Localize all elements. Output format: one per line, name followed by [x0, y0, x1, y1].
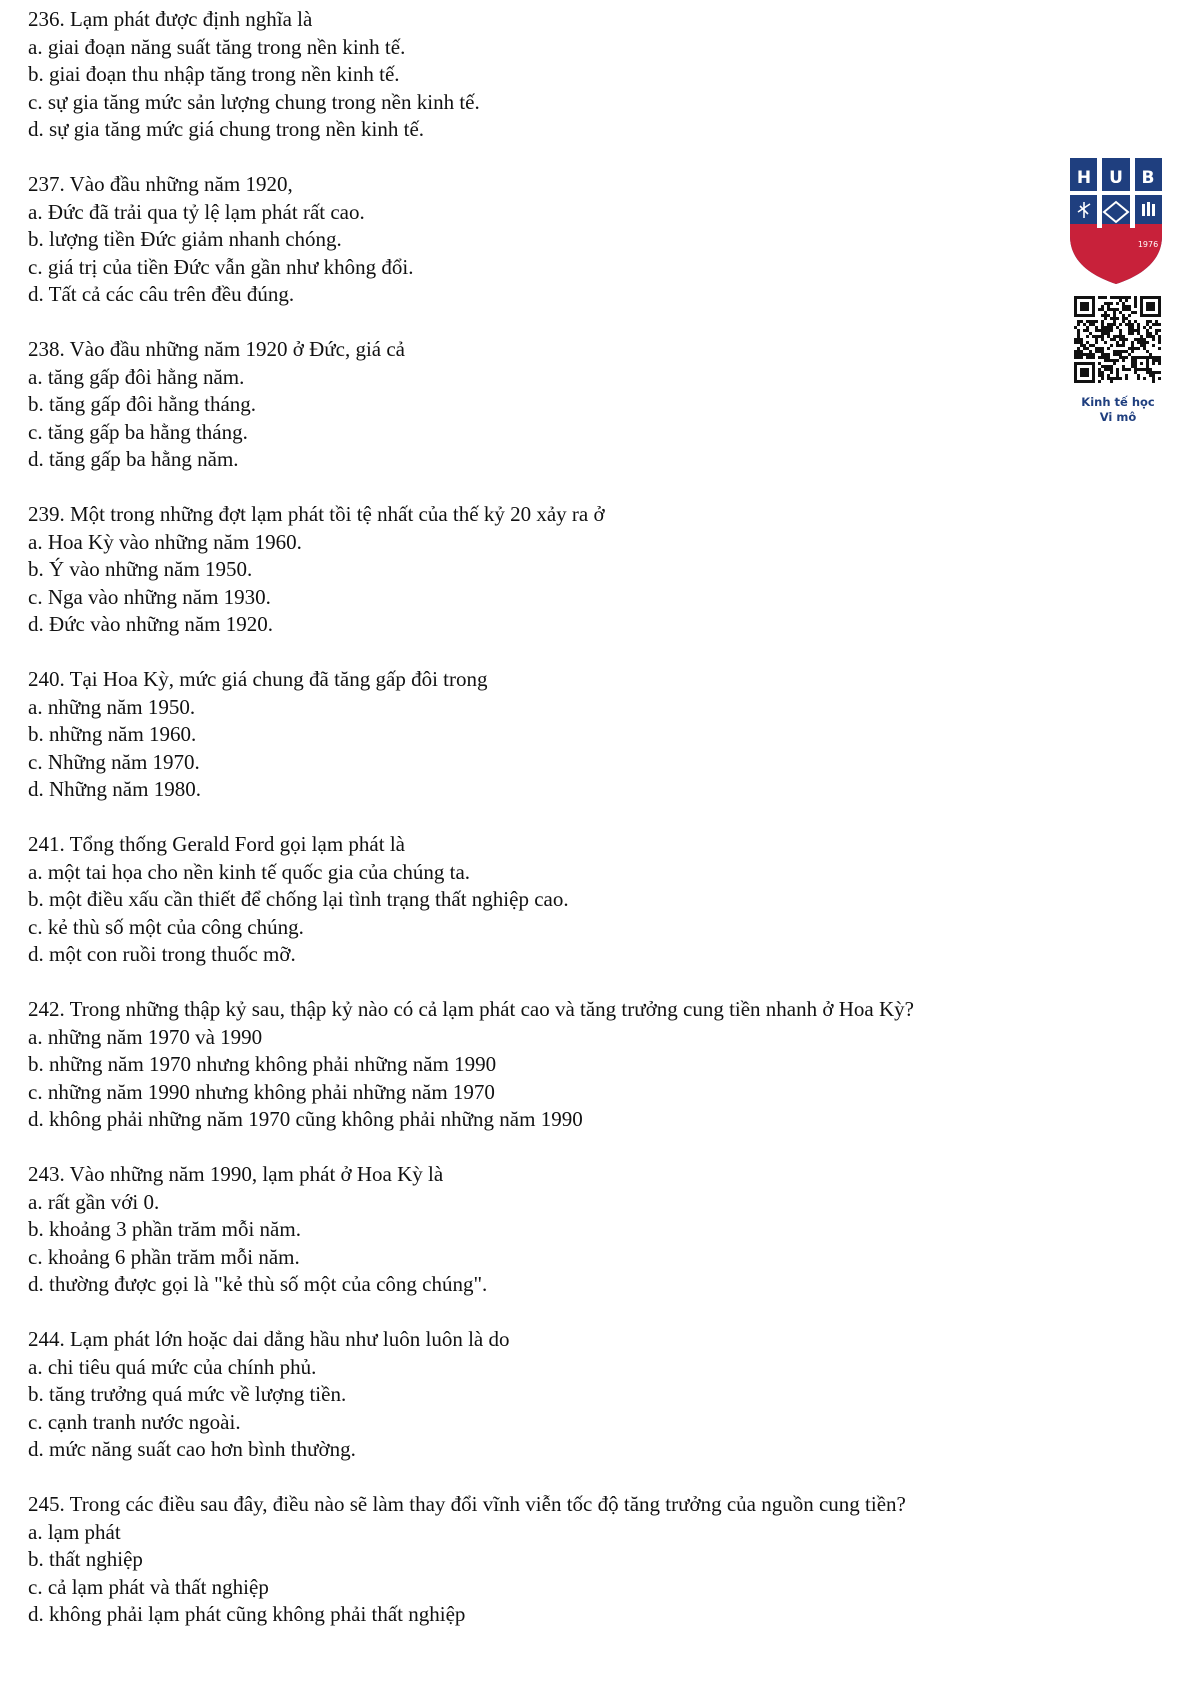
- answer-option-c: c. Những năm 1970.: [28, 749, 200, 774]
- answer-option-a: a. Đức đã trải qua tỷ lệ lạm phát rất cao.: [28, 199, 365, 224]
- answer-option-d: d. không phải lạm phát cũng không phải thất nghiệp: [28, 1602, 466, 1626]
- question-block: [28, 501, 1058, 639]
- question-stem: 245. Trong các điều sau đây, điều nào sẽ làm thay đổi vĩnh viễn tốc độ tăng trưởng của nguồn cung tiền?: [28, 1492, 906, 1516]
- answer-option-d: d. Đức vào những năm 1920.: [28, 612, 273, 636]
- answer-option-d: d. Những năm 1980.: [28, 777, 201, 801]
- answer-option-d: d. sự gia tăng mức giá chung trong nền kinh tế.: [28, 117, 425, 141]
- question-block: [28, 666, 1058, 804]
- answer-option-c: c. cạnh tranh nước ngoài.: [28, 1409, 241, 1434]
- logo-letter-b: B: [1141, 168, 1155, 188]
- question-block: [28, 1161, 1058, 1299]
- answer-option-a: a. những năm 1970 và 1990: [28, 1024, 263, 1049]
- question-block: [28, 996, 1058, 1134]
- answer-option-a: a. giai đoạn năng suất tăng trong nền kinh tế.: [28, 34, 406, 59]
- hub-logo: [1070, 158, 1162, 284]
- question-stem: 236. Lạm phát được định nghĩa là: [28, 7, 313, 31]
- answer-option-a: a. Hoa Kỳ vào những năm 1960.: [28, 529, 302, 554]
- answer-option-b: b. lượng tiền Đức giảm nhanh chóng.: [28, 227, 342, 251]
- qr-caption-subtitle: Vi mô: [1099, 410, 1137, 424]
- answer-option-b: b. giai đoạn thu nhập tăng trong nền kinh tế.: [28, 62, 400, 86]
- answer-option-d: d. Tất cả các câu trên đều đúng.: [28, 282, 295, 306]
- logo-year: 1976: [1137, 240, 1159, 249]
- answer-option-b: b. những năm 1960.: [28, 722, 197, 746]
- answer-option-b: b. thất nghiệp: [28, 1547, 143, 1571]
- answer-option-c: c. giá trị của tiền Đức vẫn gần như không đổi.: [28, 254, 414, 279]
- answer-option-a: a. lạm phát: [28, 1519, 121, 1544]
- qr-code-icon: [1074, 296, 1161, 383]
- question-block: [28, 1491, 1058, 1629]
- question-stem: 241. Tổng thống Gerald Ford gọi lạm phát là: [28, 832, 405, 856]
- answer-option-c: c. những năm 1990 nhưng không phải những năm 1970: [28, 1079, 495, 1104]
- question-block: [28, 171, 1058, 309]
- question-stem: 239. Một trong những đợt lạm phát tồi tệ nhất của thế kỷ 20 xảy ra ở: [28, 502, 605, 526]
- answer-option-d: d. một con ruồi trong thuốc mỡ.: [28, 942, 296, 966]
- question-stem: 242. Trong những thập kỷ sau, thập kỷ nào có cả lạm phát cao và tăng trưởng cung tiền nhanh ở Hoa Kỳ?: [28, 997, 914, 1021]
- question-stem: 240. Tại Hoa Kỳ, mức giá chung đã tăng gấp đôi trong: [28, 667, 488, 691]
- answer-option-b: b. tăng trưởng quá mức về lượng tiền.: [28, 1382, 347, 1406]
- answer-option-c: c. sự gia tăng mức sản lượng chung trong nền kinh tế.: [28, 89, 480, 114]
- answer-option-d: d. tăng gấp ba hằng năm.: [28, 447, 239, 471]
- logo-letter-h: H: [1076, 168, 1092, 188]
- question-list: [28, 6, 1058, 1656]
- question-block: [28, 1326, 1058, 1464]
- question-stem: 237. Vào đầu những năm 1920,: [28, 172, 293, 196]
- answer-option-b: b. Ý vào những năm 1950.: [28, 557, 253, 581]
- qr-caption: [1068, 395, 1168, 425]
- answer-option-c: c. kẻ thù số một của công chúng.: [28, 914, 304, 939]
- answer-option-c: c. tăng gấp ba hằng tháng.: [28, 419, 248, 444]
- answer-option-a: a. tăng gấp đôi hằng năm.: [28, 364, 245, 389]
- answer-option-a: a. rất gần với 0.: [28, 1189, 160, 1214]
- qr-caption-title: Kinh tế học: [1081, 395, 1155, 409]
- question-block: [28, 6, 1058, 144]
- answer-option-a: a. chi tiêu quá mức của chính phủ.: [28, 1354, 317, 1379]
- question-stem: 238. Vào đầu những năm 1920 ở Đức, giá cả: [28, 337, 405, 361]
- answer-option-c: c. Nga vào những năm 1930.: [28, 584, 271, 609]
- answer-option-b: b. tăng gấp đôi hằng tháng.: [28, 392, 257, 416]
- answer-option-d: d. mức năng suất cao hơn bình thường.: [28, 1437, 356, 1461]
- answer-option-d: d. thường được gọi là "kẻ thù số một của công chúng".: [28, 1272, 488, 1296]
- logo-letter-u: U: [1109, 168, 1123, 188]
- answer-option-a: a. một tai họa cho nền kinh tế quốc gia của chúng ta.: [28, 859, 471, 884]
- question-block: [28, 831, 1058, 969]
- question-stem: 243. Vào những năm 1990, lạm phát ở Hoa Kỳ là: [28, 1162, 444, 1186]
- answer-option-c: c. cả lạm phát và thất nghiệp: [28, 1574, 269, 1599]
- answer-option-d: d. không phải những năm 1970 cũng không phải những năm 1990: [28, 1107, 583, 1131]
- answer-option-a: a. những năm 1950.: [28, 694, 196, 719]
- answer-option-b: b. những năm 1970 nhưng không phải những năm 1990: [28, 1052, 497, 1076]
- answer-option-b: b. một điều xấu cần thiết để chống lại tình trạng thất nghiệp cao.: [28, 887, 569, 911]
- answer-option-b: b. khoảng 3 phần trăm mỗi năm.: [28, 1217, 301, 1241]
- question-block: [28, 336, 1058, 474]
- answer-option-c: c. khoảng 6 phần trăm mỗi năm.: [28, 1244, 300, 1269]
- question-stem: 244. Lạm phát lớn hoặc dai dẳng hầu như luôn luôn là do: [28, 1327, 510, 1351]
